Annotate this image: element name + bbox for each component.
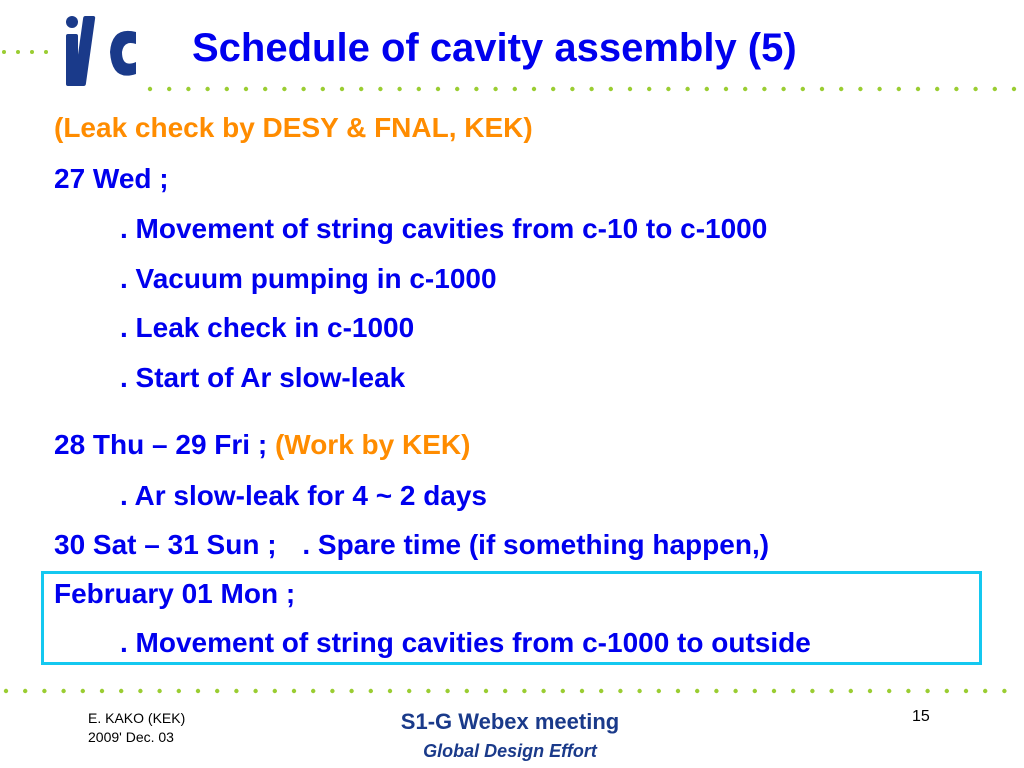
- divider-dot: [858, 87, 862, 91]
- top-dotted-divider: [0, 84, 1024, 94]
- divider-dot: [973, 87, 977, 91]
- divider-dot: [23, 689, 27, 693]
- divider-dot: [157, 689, 161, 693]
- divider-dot: [589, 87, 593, 91]
- divider-dot: [301, 87, 305, 91]
- divider-dot: [493, 87, 497, 91]
- divider-dot: [167, 87, 171, 91]
- divider-dot: [282, 87, 286, 91]
- divider-dot: [724, 87, 728, 91]
- footer-date: 2009' Dec. 03: [88, 729, 174, 745]
- divider-dot: [762, 87, 766, 91]
- logo-dots-svg: [0, 47, 60, 57]
- line-30-31: [54, 529, 769, 561]
- divider-dot: [772, 689, 776, 693]
- divider-dot: [388, 689, 392, 693]
- divider-dot: [369, 689, 373, 693]
- divider-dot: [397, 87, 401, 91]
- divider-dot: [42, 689, 46, 693]
- line-movement-to-outside: . Movement of string cavities from c-1000 to outside: [120, 627, 811, 658]
- ilc-logo: [62, 12, 142, 92]
- line-27-wed: 27 Wed ;: [54, 163, 169, 194]
- line-leak-check-c1000: . Leak check in c-1000: [120, 312, 415, 343]
- line-28-29: [54, 429, 470, 461]
- divider-dot: [637, 689, 641, 693]
- divider-dot: [647, 87, 651, 91]
- divider-dot: [925, 689, 929, 693]
- divider-dot: [561, 689, 565, 693]
- divider-dot: [234, 689, 238, 693]
- logo-dots: [0, 44, 60, 54]
- divider-dot: [609, 87, 613, 91]
- divider-dot: [916, 87, 920, 91]
- line-spare-time: . Spare time (if something happen,): [302, 529, 770, 560]
- bottom-dotted-divider: [0, 686, 1024, 696]
- divider-dot: [714, 689, 718, 693]
- divider-dot: [484, 689, 488, 693]
- divider-dot: [695, 689, 699, 693]
- line-feb-01-mon: February 01 Mon ;: [54, 578, 296, 609]
- divider-dot: [541, 689, 545, 693]
- divider-dot: [628, 87, 632, 91]
- footer-org: Global Design Effort: [423, 741, 597, 761]
- footer-page-number: 15: [912, 708, 930, 725]
- slide-title: Schedule of cavity assembly (5): [192, 26, 797, 70]
- divider-dot: [676, 689, 680, 693]
- divider-dot: [839, 87, 843, 91]
- divider-dot: [685, 87, 689, 91]
- divider-dot: [445, 689, 449, 693]
- divider-dot: [954, 87, 958, 91]
- divider-dot: [657, 689, 661, 693]
- divider-dot: [225, 87, 229, 91]
- divider-dot: [321, 87, 325, 91]
- divider-dot: [570, 87, 574, 91]
- divider-dot: [733, 689, 737, 693]
- line-work-by-kek: (Work by KEK): [274, 429, 471, 460]
- divider-dot: [820, 87, 824, 91]
- divider-dot: [801, 87, 805, 91]
- divider-dot: [186, 87, 190, 91]
- divider-dot: [119, 689, 123, 693]
- divider-dot: [61, 689, 65, 693]
- divider-dot: [465, 689, 469, 693]
- divider-dot: [897, 87, 901, 91]
- line-ar-slow-leak-days: . Ar slow-leak for 4 ~ 2 days: [120, 480, 488, 511]
- divider-dot: [244, 87, 248, 91]
- divider-dot: [474, 87, 478, 91]
- divider-dot: [791, 689, 795, 693]
- divider-dot: [100, 689, 104, 693]
- divider-dot: [81, 689, 85, 693]
- line-movement-to-c1000: . Movement of string cavities from c-10 to c-1000: [120, 213, 768, 244]
- divider-dot: [753, 689, 757, 693]
- divider-dot: [551, 87, 555, 91]
- divider-dot: [810, 689, 814, 693]
- footer-author: E. KAKO (KEK): [88, 710, 186, 726]
- divider-dot: [503, 689, 507, 693]
- divider-dot: [945, 689, 949, 693]
- divider-dot: [829, 689, 833, 693]
- divider-dot: [705, 87, 709, 91]
- divider-dot: [263, 87, 267, 91]
- divider-dot: [340, 87, 344, 91]
- divider-dot: [253, 689, 257, 693]
- divider-dot: [781, 87, 785, 91]
- divider-dot: [349, 689, 353, 693]
- divider-dot: [877, 87, 881, 91]
- divider-dot: [868, 689, 872, 693]
- divider-dot: [964, 689, 968, 693]
- divider-dot: [513, 87, 517, 91]
- divider-dot: [983, 689, 987, 693]
- line-28-29-date: 28 Thu – 29 Fri ;: [54, 429, 268, 460]
- divider-dot: [273, 689, 277, 693]
- divider-dot: [532, 87, 536, 91]
- divider-dot: [743, 87, 747, 91]
- divider-dot: [4, 689, 8, 693]
- divider-dot: [993, 87, 997, 91]
- divider-dot: [330, 689, 334, 693]
- divider-dot: [1002, 689, 1006, 693]
- divider-dot: [580, 689, 584, 693]
- line-vacuum-pumping: . Vacuum pumping in c-1000: [120, 263, 497, 294]
- footer-meeting: S1-G Webex meeting: [400, 709, 620, 734]
- divider-dot: [177, 689, 181, 693]
- divider-dot: [148, 87, 152, 91]
- divider-dot: [359, 87, 363, 91]
- divider-dot: [196, 689, 200, 693]
- line-30-31-date: 30 Sat – 31 Sun ;: [54, 529, 277, 560]
- divider-dot: [215, 689, 219, 693]
- divider-dot: [618, 689, 622, 693]
- line-start-ar-leak: . Start of Ar slow-leak: [120, 362, 406, 393]
- divider-dot: [417, 87, 421, 91]
- divider-dot: [935, 87, 939, 91]
- divider-dot: [599, 689, 603, 693]
- divider-dot: [849, 689, 853, 693]
- divider-dot: [666, 87, 670, 91]
- divider-dot: [426, 689, 430, 693]
- ilc-logo-mark: [62, 12, 142, 92]
- line-leak-check-note: (Leak check by DESY & FNAL, KEK): [54, 112, 533, 143]
- divider-dot: [138, 689, 142, 693]
- divider-dot: [407, 689, 411, 693]
- divider-dot: [436, 87, 440, 91]
- divider-dot: [205, 87, 209, 91]
- divider-dot: [906, 689, 910, 693]
- divider-dot: [455, 87, 459, 91]
- divider-dot: [292, 689, 296, 693]
- divider-dot: [311, 689, 315, 693]
- divider-dot: [1012, 87, 1016, 91]
- divider-dot: [378, 87, 382, 91]
- divider-dot: [522, 689, 526, 693]
- divider-dot: [887, 689, 891, 693]
